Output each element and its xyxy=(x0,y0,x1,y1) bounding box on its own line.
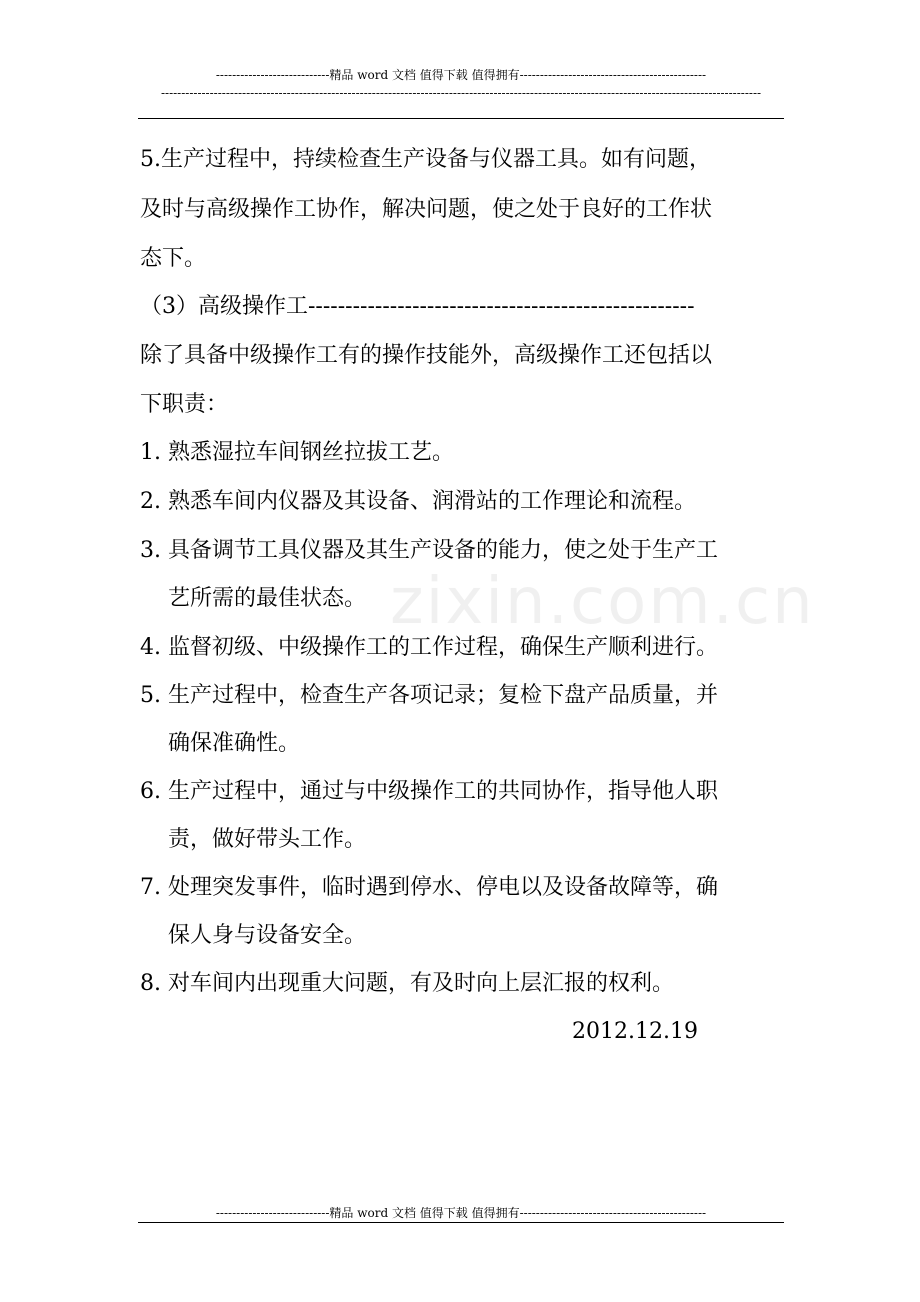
footer-banner: ----------------------------精品 word 文档 值得下载 值得拥有---------------------------------------------- xyxy=(215,1206,707,1220)
section-heading-senior-operator: （3）高级操作工---------------------------------------------------- xyxy=(140,294,695,319)
list-item-5-line-2: 确保准确性。 xyxy=(168,731,301,756)
list-item-6-line-1: 6. 生产过程中，通过与中级操作工的共同协作，指导他人职 xyxy=(140,779,718,804)
watermark: zixin.com.cn xyxy=(390,565,815,639)
list-item-7-line-2: 保人身与设备安全。 xyxy=(168,923,367,948)
paragraph-5-line-1: 5.生产过程中，持续检查生产设备与仪器工具。如有问题， xyxy=(140,147,711,172)
list-item-7-line-1: 7. 处理突发事件，临时遇到停水、停电以及设备故障等，确 xyxy=(140,875,718,900)
list-item-6-line-2: 责，做好带头工作。 xyxy=(168,827,367,852)
header-banner: ----------------------------精品 word 文档 值得下载 值得拥有---------------------------------------------- xyxy=(215,68,707,82)
list-item-2: 2. 熟悉车间内仪器及其设备、润滑站的工作理论和流程。 xyxy=(140,489,696,514)
header-dashes-tail: ---- xyxy=(744,86,762,100)
footer-rule xyxy=(138,1222,784,1223)
paragraph-5-line-3: 态下。 xyxy=(140,246,207,271)
header-rule xyxy=(138,118,784,119)
list-item-8: 8. 对车间内出现重大问题，有及时向上层汇报的权利。 xyxy=(140,971,674,996)
list-item-5-line-1: 5. 生产过程中，检查生产各项记录；复检下盘产品质量，并 xyxy=(140,683,718,708)
list-item-3-line-2: 艺所需的最佳状态。 xyxy=(168,586,367,611)
list-item-1: 1. 熟悉湿拉车间钢丝拉拔工艺。 xyxy=(140,440,454,465)
list-item-4: 4. 监督初级、中级操作工的工作过程，确保生产顺利进行。 xyxy=(140,635,718,660)
intro-line-1: 除了具备中级操作工有的操作技能外，高级操作工还包括以 xyxy=(140,343,713,368)
header-dashes: ------------------------------------------------------------------------------------------------------------------------------------------------ xyxy=(160,86,745,100)
document-date: 2012.12.19 xyxy=(572,1019,698,1044)
header-dash-line xyxy=(138,86,784,116)
intro-line-2: 下职责： xyxy=(140,392,229,417)
list-item-3-line-1: 3. 具备调节工具仪器及其生产设备的能力，使之处于生产工 xyxy=(140,538,718,563)
paragraph-5-line-2: 及时与高级操作工协作，解决问题，使之处于良好的工作状 xyxy=(140,197,713,222)
